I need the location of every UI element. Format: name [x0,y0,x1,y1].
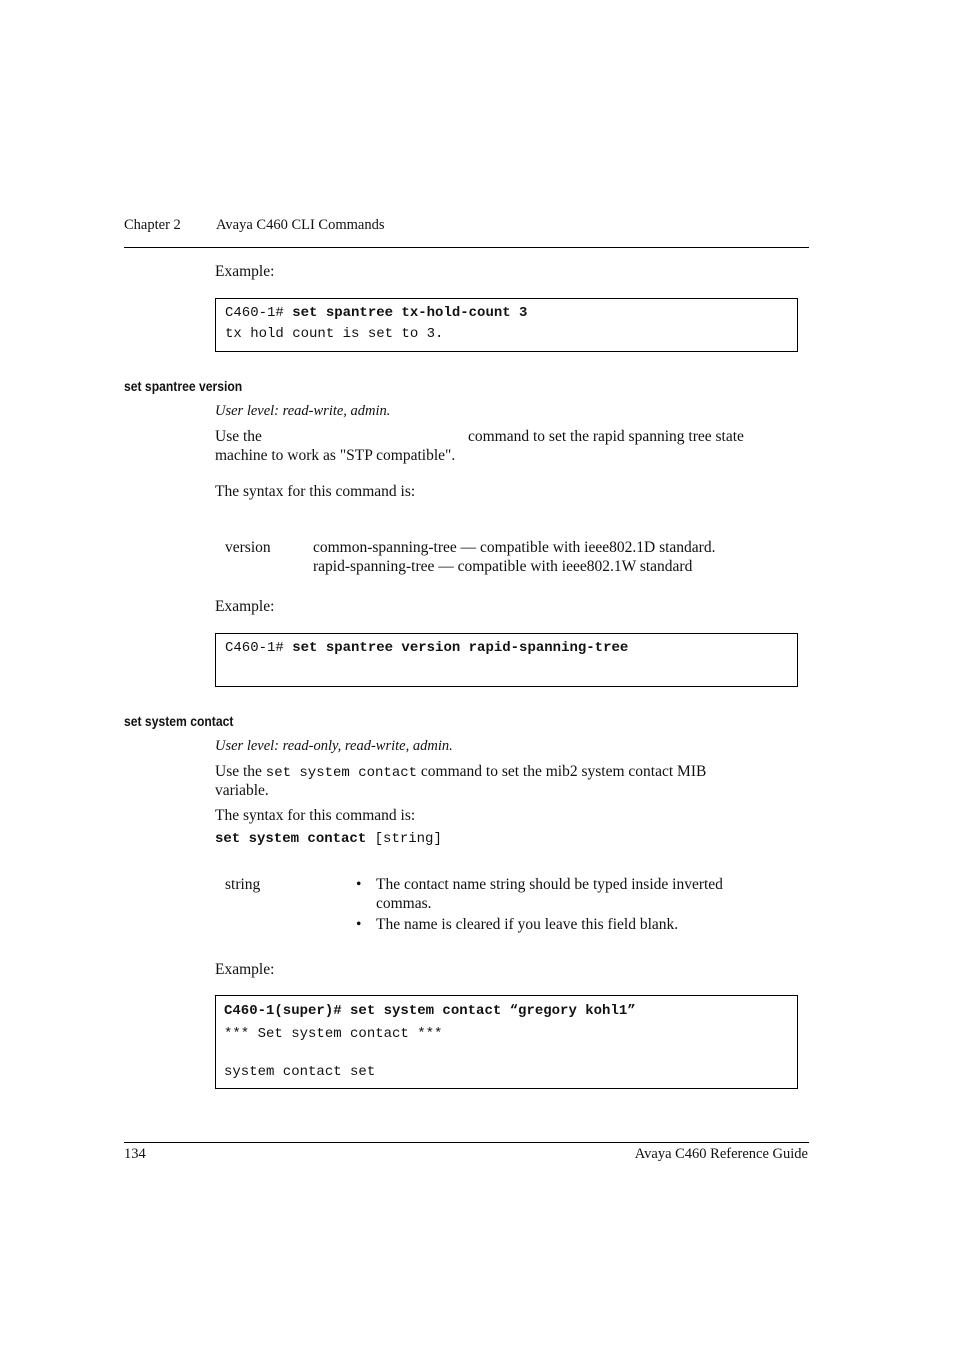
example-label: Example: [215,263,275,280]
section-heading-spantree-version: set spantree version [124,379,243,394]
example-label: Example: [215,598,275,615]
syntax-command: set system contact [string] [215,831,442,847]
user-level: User level: read-only, read-write, admin. [215,738,453,754]
bullet-icon: • [356,916,362,933]
bullet-text: The name is cleared if you leave this field blank. [376,916,679,933]
user-level: User level: read-write, admin. [215,403,391,419]
page-number: 134 [124,1146,146,1162]
code-example-version [215,633,798,687]
header-rule [124,247,809,248]
chapter-title: Avaya C460 CLI Commands [216,217,385,233]
param-desc: rapid-spanning-tree — compatible with ieee802.1W standard [313,558,693,575]
syntax-intro: The syntax for this command is: [215,483,416,500]
code-example-tx-hold [215,298,798,352]
inline-code: set system contact [265,765,418,781]
desc-text: command to set the rapid spanning tree state [468,428,744,445]
bullet-icon: • [356,876,362,893]
footer-rule [124,1142,809,1143]
desc-text-line2: variable. [215,782,269,799]
code-line: C460-1(super)# set system contact “gregory kohl1” [224,1003,636,1019]
chapter-label: Chapter 2 [124,217,181,233]
param-name: version [225,539,271,556]
code-line: system contact set [224,1064,376,1080]
bullet-text: commas. [376,895,432,912]
desc-text-line2: machine to work as "STP compatible". [215,447,456,464]
param-name: string [225,876,261,893]
section-heading-system-contact: set system contact [124,714,234,729]
code-example-contact [215,995,798,1089]
param-desc: common-spanning-tree — compatible with ieee802.1D standard. [313,539,716,556]
desc-text: Use the set system contact command to set the mib2 system contact MIB [215,763,707,781]
example-label: Example: [215,961,275,978]
code-line: C460-1# set spantree tx-hold-count 3 [225,305,528,321]
guide-title: Avaya C460 Reference Guide [634,1146,808,1162]
desc-prefix: Use the [215,428,262,445]
syntax-intro: The syntax for this command is: [215,807,416,824]
bullet-text: The contact name string should be typed inside inverted [376,876,723,893]
code-line: *** Set system contact *** [224,1026,443,1042]
code-line: C460-1# set spantree version rapid-spanning-tree [225,640,629,656]
code-line: tx hold count is set to 3. [225,326,444,342]
